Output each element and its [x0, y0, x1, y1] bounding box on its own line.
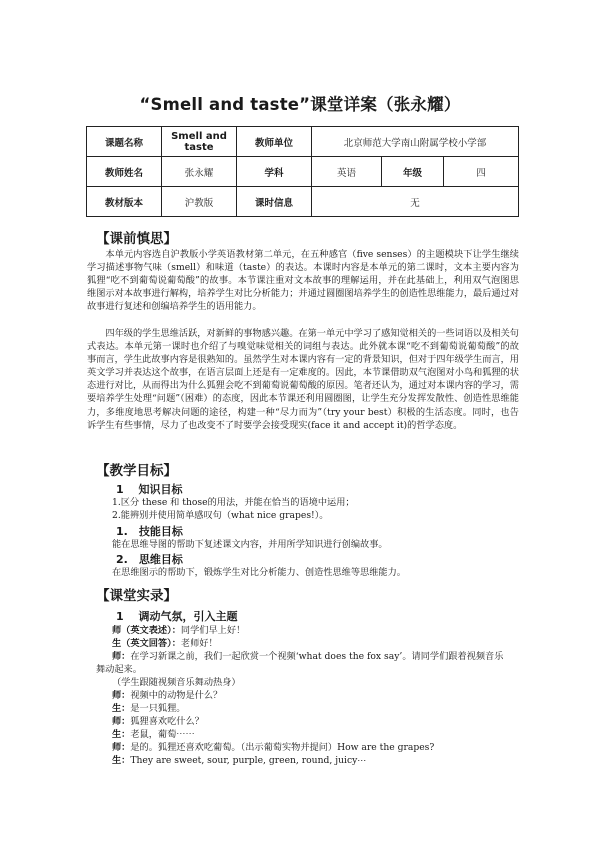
prethink-paragraph-1: 本单元内容选自沪教版小学英语教材第二单元，在五种感官（five senses）的主题模块下让学生继续学习描述事物气味（smell）和味道（taste）的表达。本课时内容是本单元的第二课时，文本主要内容为狐狸“吃不到葡萄说葡萄酸”的故事。本节课注重对文本故事的理解运用，并在此基础上，利用双气泡图思维图示对本故事进行解构，培养学生对比分析能力；并通过圆圈图培养学生的创造性思维能力，最后通过对故事进行复述和创编培养学生的语用能力。 — [87, 249, 519, 313]
dialogue-line: 师：视频中的动物是什么？ — [112, 690, 223, 701]
hours-label: 课时信息 — [237, 187, 312, 217]
goal-thinking-text: 在思维图示的帮助下，锻炼学生对比分析能力、创造性思维等思维能力。 — [112, 567, 406, 578]
dialogue-line: 生：They are sweet, sour, purple, green, round, juicy⋯ — [112, 755, 367, 766]
dialogue-line: （学生跟随视频音乐舞动热身） — [112, 677, 241, 688]
hours-value: 无 — [312, 187, 519, 217]
goal-knowledge-title: 1 知识目标 — [116, 483, 183, 496]
section-heading-goals: 【教学目标】 — [96, 463, 177, 479]
grade-label: 年级 — [382, 157, 444, 187]
topic-value: Smell and taste — [162, 127, 237, 157]
subject-value: 英语 — [312, 157, 382, 187]
topic-label: 课题名称 — [87, 127, 162, 157]
step-1-title: 1 调动气氛，引入主题 — [116, 610, 238, 623]
teacher-label: 教师姓名 — [87, 157, 162, 187]
unit-label: 教师单位 — [237, 127, 312, 157]
goal-knowledge-item-2: 2.能辨别并使用简单感叹句（what nice grapes!）。 — [112, 510, 329, 521]
goal-skill-title: 1. 技能目标 — [116, 525, 183, 538]
unit-value: 北京师范大学南山附属学校小学部 — [312, 127, 519, 157]
dialogue-line: 生（英文回答）：老师好！ — [112, 638, 218, 649]
edition-value: 沪教版 — [162, 187, 237, 217]
goal-skill-text: 能在思维导图的帮助下复述课文内容，并用所学知识进行创编故事。 — [112, 539, 388, 550]
lesson-info-table — [86, 126, 519, 217]
page-title: “Smell and taste”课堂详案（张永耀） — [139, 95, 461, 114]
section-heading-record: 【课堂实录】 — [96, 588, 177, 604]
section-heading-prethink: 【课前慎思】 — [96, 231, 177, 247]
dialogue-line: 师：在学习新课之前，我们一起欣赏一个视频‘what does the fox say’。请同学们跟着视频音乐舞动起来。 — [96, 651, 504, 675]
goal-thinking-title: 2. 思维目标 — [116, 553, 183, 566]
dialogue-line: 师：是的。狐狸还喜欢吃葡萄。（出示葡萄实物并提问）How are the grapes? — [112, 742, 435, 753]
subject-label: 学科 — [237, 157, 312, 187]
dialogue-line: 师（英文表述）：同学们早上好！ — [112, 625, 246, 636]
goal-knowledge-item-1: 1.区分 these 和 those的用法，并能在恰当的语境中运用； — [112, 497, 355, 508]
edition-label: 教材版本 — [87, 187, 162, 217]
dialogue-line: 生：是一只狐狸。 — [112, 703, 186, 714]
dialogue-line: 生：老鼠，葡萄⋯⋯ — [112, 729, 195, 740]
dialogue-line: 师：狐狸喜欢吃什么？ — [112, 716, 204, 727]
teacher-value: 张永耀 — [162, 157, 237, 187]
prethink-paragraph-2: 四年级的学生思维活跃，对新鲜的事物感兴趣。在第一单元中学习了感知觉相关的一些词语以及相关句式表达。本单元第一课时也介绍了与嗅觉味觉相关的词组与表达。此外就本课“吃不到葡萄说葡萄酸”的故事而言，学生此故事内容是很熟知的。虽然学生对本课内容有一定的背景知识，但对于四年级学生而言，用英文学习并表达这个故事，在语言层面上还是有一定难度的。因此，本节课借助双气泡图对小鸟和狐狸的状态进行对比，从而得出为什么狐狸会吃不到葡萄说葡萄酸的原因。笔者还认为，通过对本课内容的学习，需要培养学生处理“问题”（困难）的态度，因此本节课还利用圆圈图，让学生充分发挥发散性、创造性思维能力，多维度地思考解决问题的途径，构建一种“尽力而为”（try your best）积极的生活态度。同时，也告诉学生有些事情，尽力了也改变不了时要学会接受现实(face it and accept it)的哲学态度。 — [87, 328, 519, 431]
grade-value: 四 — [444, 157, 519, 187]
